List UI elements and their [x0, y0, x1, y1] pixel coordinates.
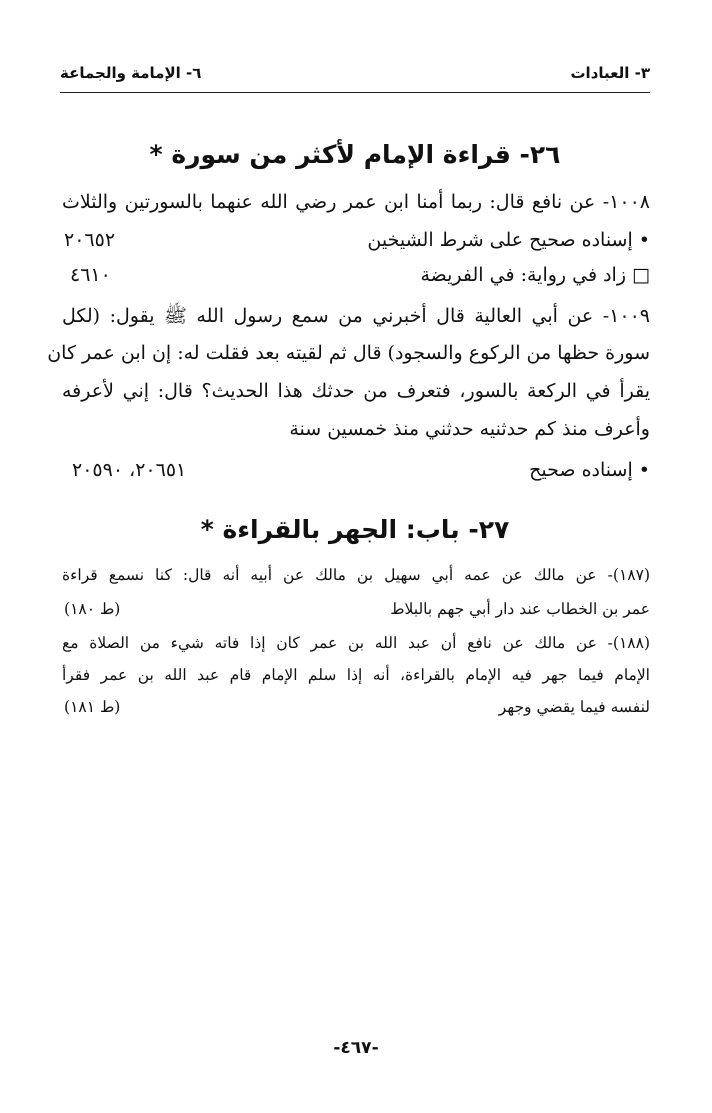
- header-divider: [60, 92, 650, 93]
- header-volume-title: ٣- العبادات: [570, 64, 650, 82]
- hadith-1008-note-ref: ٤٦١٠: [70, 264, 111, 286]
- hadith-1009-line-4: وأعرف منذ كم حدثنيه حدثني منذ خمسين سنة: [289, 418, 650, 440]
- page-number: -٤٦٧-: [333, 1038, 379, 1058]
- hadith-1008-grade-ref: ٢٠٦٥٢: [64, 229, 116, 251]
- hadith-1009-line-3: يقرأ في الركعة بالسور، فتعرف من حدثك هذا الحديث؟ قال: إني لأعرفه: [62, 380, 650, 402]
- hadith-1008-text: ١٠٠٨- عن نافع قال: ربما أمنا ابن عمر رضي الله عنهما بالسورتين والثلاث: [62, 191, 650, 213]
- section-27-title: ٢٧- باب: الجهر بالقراءة *: [200, 515, 510, 544]
- header-chapter-title: ٦- الإمامة والجماعة: [60, 64, 202, 82]
- hadith-1009-grade: • إسناده صحيح: [529, 459, 650, 481]
- muwatta-188-ref: (ط ١٨١): [64, 698, 121, 716]
- section-26-title: ٢٦- قراءة الإمام لأكثر من سورة *: [149, 140, 561, 169]
- muwatta-188-line-3: لنفسه فيما يقضي وجهر: [498, 698, 650, 716]
- muwatta-188-line-1: (١٨٨)- عن مالك عن نافع أن عبد الله بن عمر كان إذا فاته شيء من الصلاة مع: [62, 634, 650, 652]
- hadith-1009-grade-ref: ٢٠٦٥١، ٢٠٥٩٠: [72, 459, 187, 481]
- hadith-1009-line-2: سورة حظها من الركوع والسجود) قال ثم لقيته بعد فقلت له: إن ابن عمر كان: [47, 342, 650, 364]
- hadith-1008-grade: • إسناده صحيح على شرط الشيخين: [367, 229, 650, 251]
- muwatta-187-ref: (ط ١٨٠): [64, 600, 121, 618]
- hadith-1008-note: □ زاد في رواية: في الفريضة: [420, 264, 650, 286]
- muwatta-187-line-1: (١٨٧)- عن مالك عن عمه أبي سهيل بن مالك عن أبيه أنه قال: كنا نسمع قراءة: [62, 566, 650, 584]
- muwatta-188-line-2: الإمام فيما جهر فيه الإمام بالقراءة، أنه إذا سلم الإمام قام عبد الله بن عمر فقرأ: [62, 666, 650, 684]
- hadith-1009-line-1: ١٠٠٩- عن أبي العالية قال أخبرني من سمع رسول الله ﷺ يقول: (لكل: [62, 305, 650, 327]
- muwatta-187-line-2: عمر بن الخطاب عند دار أبي جهم بالبلاط: [390, 600, 650, 618]
